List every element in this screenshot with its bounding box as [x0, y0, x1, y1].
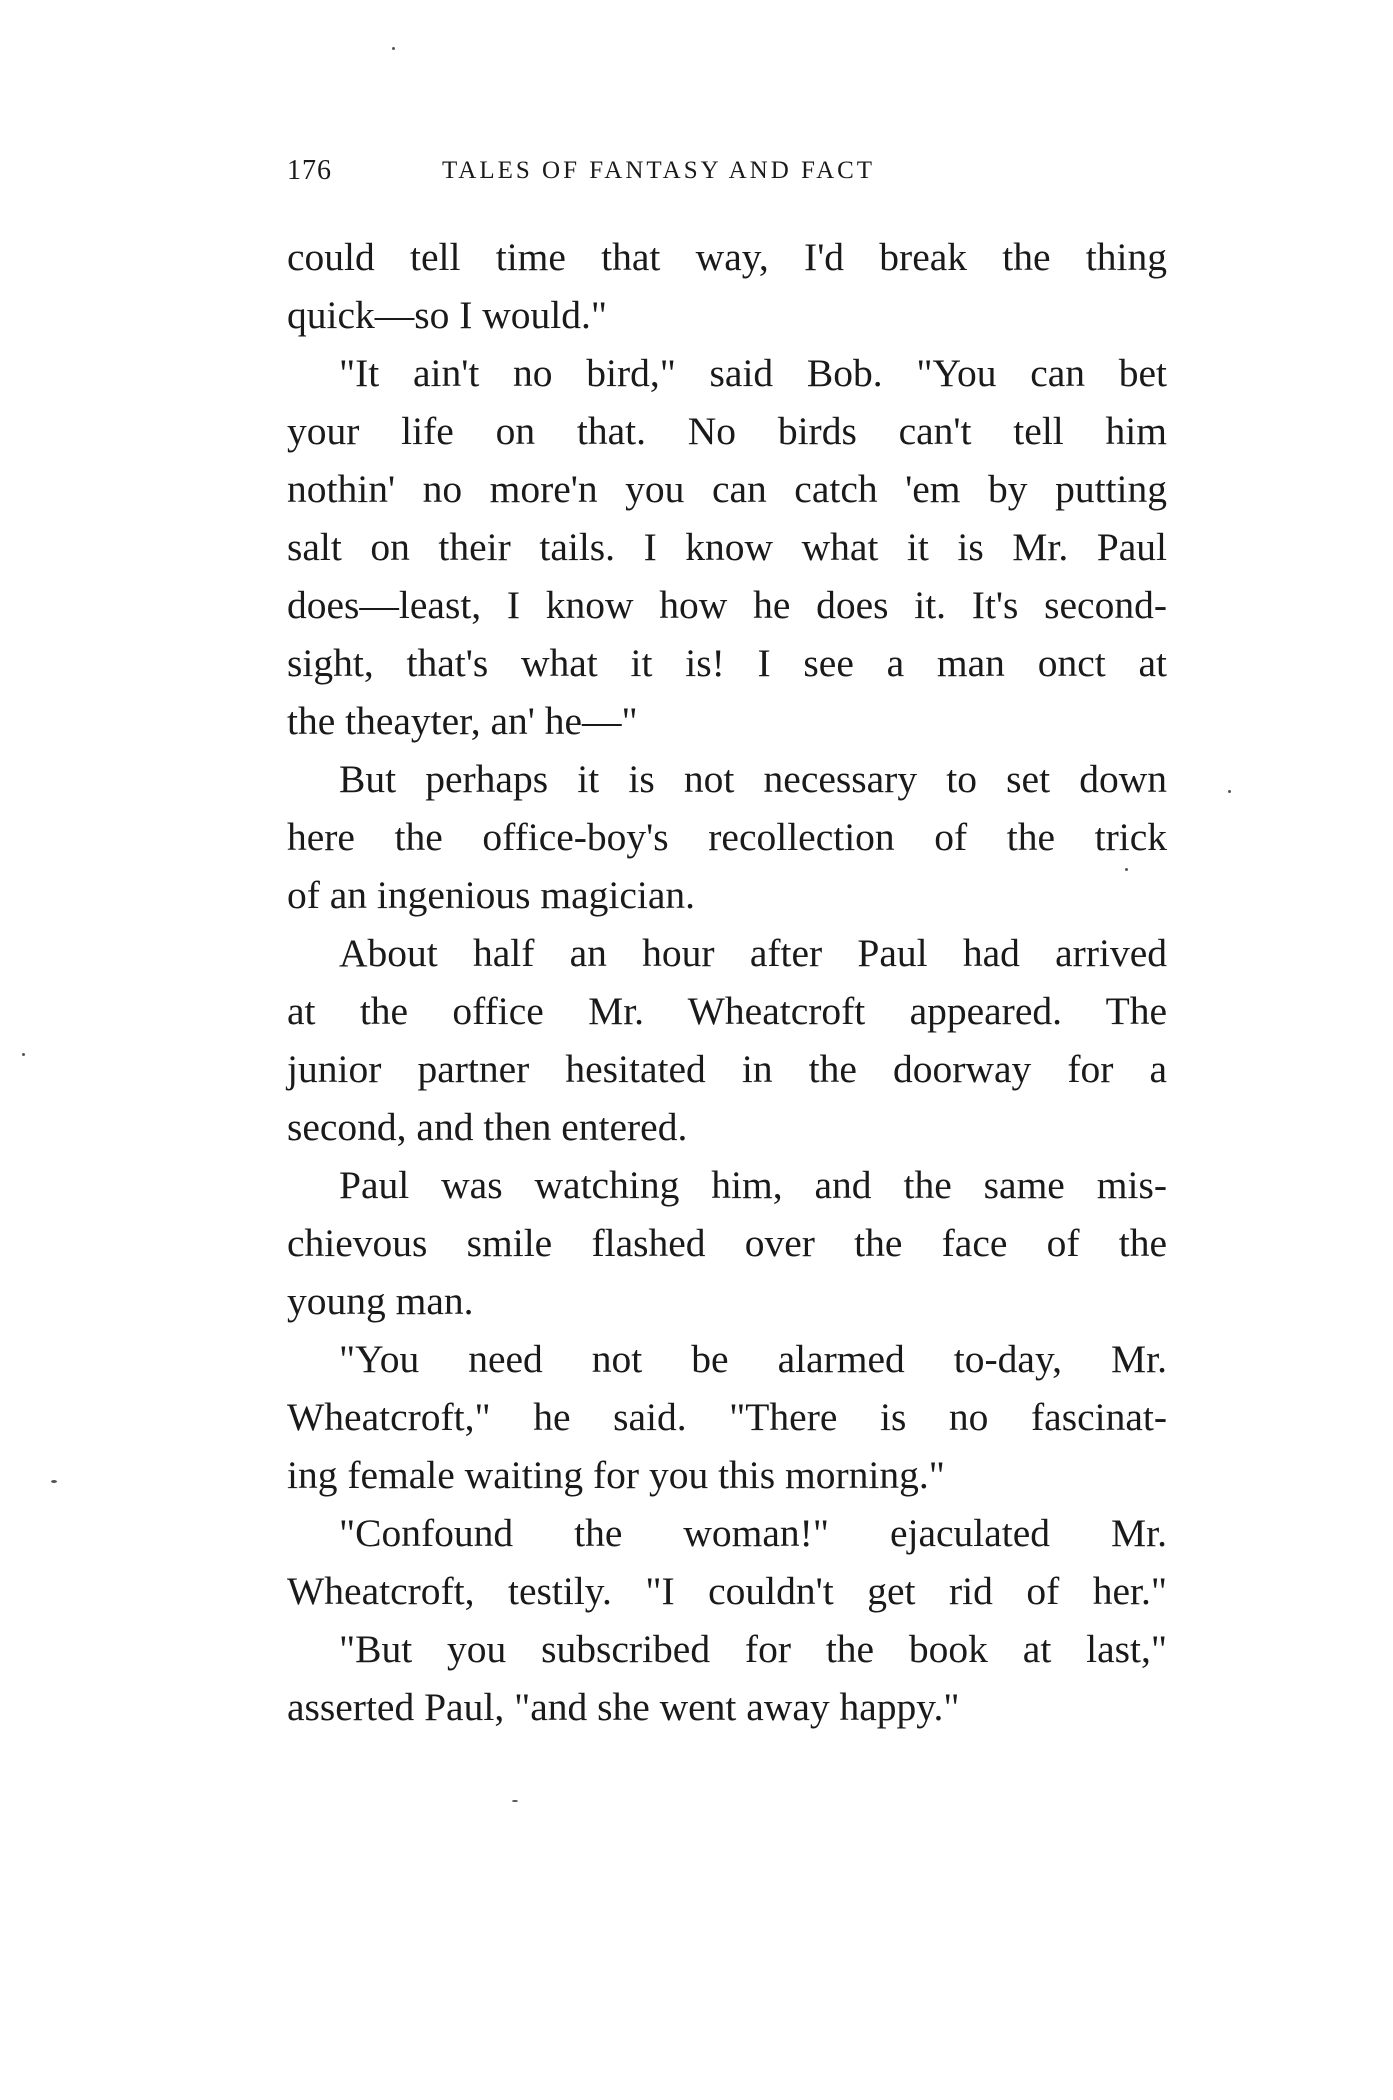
paper-speck: [392, 47, 395, 50]
paper-speck: [512, 1800, 518, 1802]
text-line: here the office-boy's recollection of the trick: [287, 815, 1167, 859]
text-line: Paul was watching him, and the same mis-: [339, 1163, 1167, 1207]
text-line: second, and then entered.: [287, 1105, 688, 1149]
text-line: ing female waiting for you this morning.": [287, 1453, 945, 1497]
running-head: [287, 155, 1167, 195]
body-text: [287, 228, 1167, 1736]
text-line: could tell time that way, I'd break the thing: [287, 235, 1167, 279]
text-line: sight, that's what it is! I see a man onct at: [287, 641, 1167, 685]
page-number: 176: [287, 155, 332, 186]
text-line: the theayter, an' he—": [287, 699, 638, 743]
paper-speck: [22, 1053, 25, 1056]
text-line: "But you subscribed for the book at last,": [339, 1627, 1167, 1671]
text-line: asserted Paul, "and she went away happy.": [287, 1685, 960, 1729]
text-line: of an ingenious magician.: [287, 873, 696, 917]
text-line: "You need not be alarmed to-day, Mr.: [339, 1337, 1167, 1381]
text-line: "Confound the woman!" ejaculated Mr.: [339, 1511, 1167, 1555]
text-line: does—least, I know how he does it. It's second-: [287, 583, 1167, 627]
paper-speck: [1125, 868, 1128, 871]
paper-speck: [51, 1480, 57, 1483]
text-line: "It ain't no bird," said Bob. "You can bet: [339, 351, 1167, 395]
text-line: junior partner hesitated in the doorway for a: [287, 1047, 1167, 1091]
text-line: Wheatcroft, testily. "I couldn't get rid of her.": [287, 1569, 1167, 1613]
running-title: TALES OF FANTASY AND FACT: [442, 157, 876, 184]
text-line: About half an hour after Paul had arrived: [339, 931, 1167, 975]
text-line: nothin' no more'n you can catch 'em by putting: [287, 467, 1167, 511]
text-line: at the office Mr. Wheatcroft appeared. The: [287, 989, 1167, 1033]
paper-speck: [1228, 790, 1231, 793]
text-line: young man.: [287, 1279, 474, 1323]
text-line: Wheatcroft," he said. "There is no fascinat-: [287, 1395, 1167, 1439]
text-line: your life on that. No birds can't tell him: [287, 409, 1167, 453]
text-line: But perhaps it is not necessary to set down: [339, 757, 1167, 801]
text-line: salt on their tails. I know what it is Mr. Paul: [287, 525, 1167, 569]
text-line: chievous smile flashed over the face of the: [287, 1221, 1167, 1265]
text-line: quick—so I would.": [287, 293, 608, 337]
